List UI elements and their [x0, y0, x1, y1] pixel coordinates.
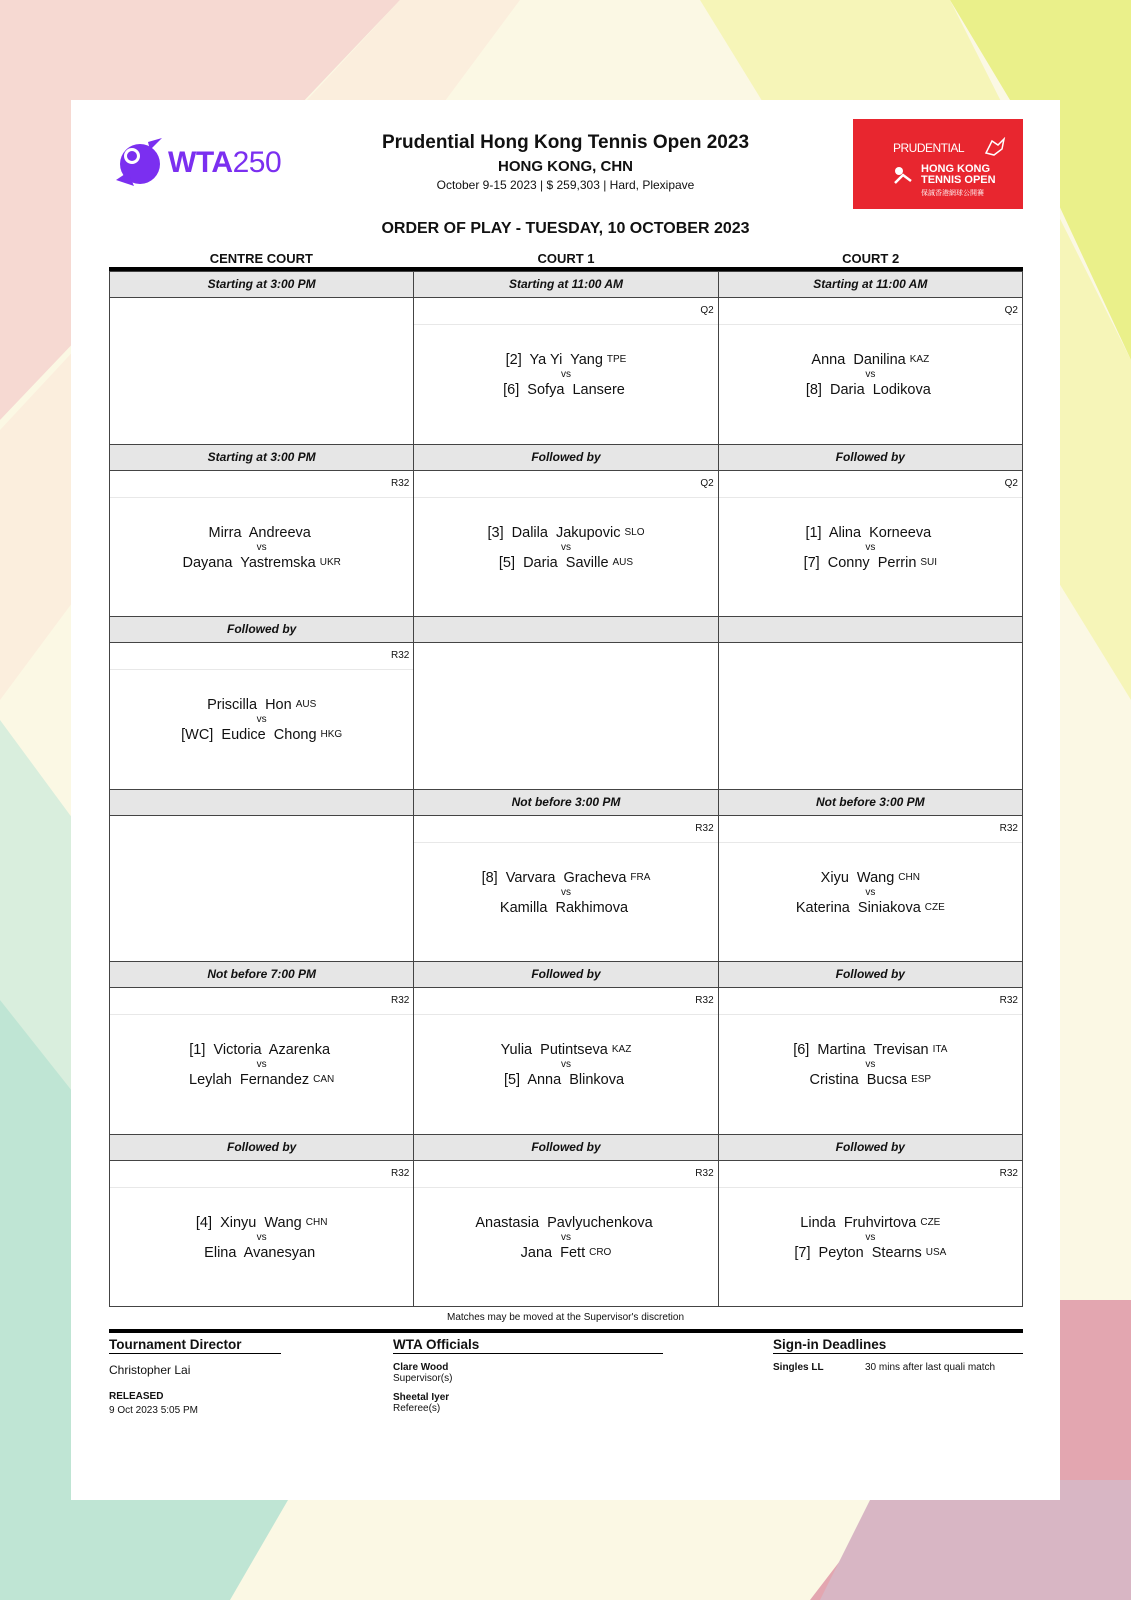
wta-logo-text: WTA: [168, 146, 233, 179]
match-info: [110, 523, 413, 573]
player-1: [719, 350, 1022, 370]
player-2-country: ESP: [911, 1074, 932, 1085]
player-1: [414, 350, 717, 370]
player-1: [110, 695, 413, 715]
match-info: [110, 695, 413, 745]
match-info: [110, 868, 413, 908]
player-2-name: Leylah Fernandez: [189, 1072, 310, 1088]
deadline-value: 30 mins after last quali match: [865, 1362, 996, 1373]
versus-label: vs: [560, 1231, 571, 1243]
start-time-label: Followed by: [719, 962, 1022, 988]
player-1-name: [1] Victoria Azarenka: [189, 1042, 331, 1058]
cell-divider: [414, 842, 717, 843]
deadlines-heading: Sign-in Deadlines: [773, 1337, 1023, 1354]
director-name: Christopher Lai: [109, 1363, 191, 1377]
round-label: Q2: [700, 305, 714, 316]
match-info: [414, 350, 717, 400]
round-label: R32: [999, 1167, 1018, 1179]
schedule-row: [109, 445, 1023, 618]
player-2: [414, 1243, 717, 1263]
player-2-name: [WC] Eudice Chong: [181, 727, 317, 743]
prudential-logo-event-line2: TENNIS OPEN: [921, 174, 996, 186]
round-label: R32: [695, 995, 714, 1006]
player-1: [110, 868, 413, 888]
match-cell-court2: [718, 961, 1023, 1135]
player-1: [110, 1040, 413, 1060]
tennis-player-icon: [891, 163, 915, 187]
player-1: [719, 695, 1022, 715]
match-info: [414, 1040, 717, 1090]
start-time-label: Followed by: [110, 617, 413, 643]
player-1-name: [3] Dalila Jakupovic: [487, 524, 621, 541]
match-info: [110, 1040, 413, 1090]
player-1-name: [4] Xinyu Wang: [195, 1214, 302, 1231]
start-time-label: Followed by: [110, 1135, 413, 1161]
player-1-name: Xiyu Wang: [820, 869, 895, 886]
start-time-label: Followed by: [414, 445, 717, 471]
versus-label: vs: [256, 1059, 267, 1070]
player-2: [719, 1243, 1022, 1263]
player-2: [110, 370, 413, 390]
cell-divider: [414, 324, 717, 325]
director-heading: Tournament Director: [109, 1337, 281, 1354]
player-2: [110, 725, 413, 745]
player-1-name: Yulia Putintseva: [500, 1042, 608, 1058]
match-cell-court2: [718, 271, 1023, 445]
deadline-label: Singles LL: [773, 1362, 824, 1373]
player-2: [110, 888, 413, 908]
prudential-logo: [853, 119, 1023, 209]
player-1-name: [1] Alina Korneeva: [805, 524, 932, 541]
player-2-name: [5] Daria Saville: [498, 554, 609, 571]
official-1-role: Supervisor(s): [393, 1373, 453, 1384]
start-time-label: Starting at 3:00 PM: [110, 445, 413, 471]
versus-label: vs: [865, 369, 876, 380]
player-2-country: USA: [925, 1246, 947, 1258]
official-2-role: Referee(s): [393, 1403, 441, 1414]
cell-divider: [719, 497, 1022, 498]
schedule-row: [109, 272, 1023, 445]
player-1-name: Anna Danilina: [811, 352, 906, 368]
versus-label: vs: [256, 541, 267, 553]
match-cell-centre: [109, 444, 414, 618]
player-2: [719, 898, 1022, 918]
schedule-row: [109, 617, 1023, 790]
cell-divider: [414, 1014, 717, 1015]
round-label: R32: [390, 477, 410, 489]
prudential-logo-event-line1: HONG KONG: [921, 163, 991, 175]
player-1-country: ITA: [932, 1044, 948, 1055]
cell-divider: [719, 324, 1022, 325]
officials-section: [393, 1337, 663, 1414]
versus-label: vs: [560, 886, 571, 898]
start-time-label: Followed by: [414, 962, 717, 988]
match-cell-court2: [718, 789, 1023, 963]
match-info: [719, 523, 1022, 573]
cell-divider: [110, 1187, 413, 1188]
start-time-label: Followed by: [719, 445, 1022, 471]
player-2-country: SUI: [920, 556, 938, 568]
player-1-name: Mirra Andreeva: [208, 524, 311, 541]
player-2: [719, 1070, 1022, 1090]
round-label: Q2: [1004, 477, 1018, 489]
player-2-country: CZE: [924, 901, 945, 913]
player-1: [414, 868, 717, 888]
start-time-label: Starting at 3:00 PM: [110, 272, 413, 298]
player-1-country: SLO: [624, 526, 645, 538]
order-of-play-title: ORDER OF PLAY - TUESDAY, 10 OCTOBER 2023: [381, 220, 750, 237]
player-1-country: CZE: [920, 1216, 941, 1228]
player-1: [414, 1040, 717, 1060]
match-cell-centre: [109, 789, 414, 963]
versus-label: vs: [560, 541, 571, 553]
match-info: [719, 1040, 1022, 1090]
versus-label: vs: [865, 886, 876, 898]
prudential-logo-event: [921, 164, 996, 186]
player-1-name: Priscilla Hon: [207, 697, 292, 713]
director-section: [109, 1337, 281, 1416]
round-label: R32: [695, 822, 714, 834]
match-info: [110, 1213, 413, 1263]
player-2-name: Jana Fett: [520, 1244, 586, 1261]
match-cell-court1: [413, 1134, 718, 1308]
deadlines-section: [773, 1337, 1023, 1373]
prudential-logo-brand: PRUDENTIAL: [893, 141, 965, 155]
player-2: [414, 715, 717, 735]
match-cell-court1: [413, 789, 718, 963]
footer-rule: [109, 1329, 1023, 1333]
player-1-name: [2] Ya Yi Yang: [505, 352, 603, 368]
player-2: [719, 380, 1022, 400]
match-cell-court1: [413, 961, 718, 1135]
player-2-name: [6] Sofya Lansere: [503, 382, 625, 398]
released-value: 9 Oct 2023 5:05 PM: [109, 1405, 198, 1416]
versus-label: vs: [865, 541, 876, 553]
player-2: [110, 1243, 413, 1263]
player-1: [719, 868, 1022, 888]
player-2-country: UKR: [319, 556, 341, 568]
start-time-label: Followed by: [414, 1135, 717, 1161]
match-info: [414, 1213, 717, 1263]
match-info: [719, 695, 1022, 735]
player-2: [414, 1070, 717, 1090]
tournament-details: October 9-15 2023 | $ 259,303 | Hard, Plexipave: [436, 178, 695, 192]
player-2-name: Cristina Bucsa: [809, 1072, 908, 1088]
player-2-name: [5] Anna Blinkova: [503, 1072, 625, 1088]
cell-divider: [414, 497, 717, 498]
player-2-country: CRO: [589, 1246, 612, 1258]
schedule-row: [109, 962, 1023, 1135]
versus-label: vs: [865, 1231, 876, 1243]
round-label: R32: [390, 650, 410, 661]
match-cell-court1: [413, 444, 718, 618]
match-info: [719, 868, 1022, 918]
court-header-centre: CENTRE COURT: [209, 251, 313, 266]
player-1: [719, 1213, 1022, 1233]
player-1: [414, 523, 717, 543]
match-cell-court2: [718, 1134, 1023, 1308]
start-time-label: [110, 790, 413, 816]
match-cell-court1: [413, 271, 718, 445]
schedule-grid: [109, 272, 1023, 1307]
player-1-country: KAZ: [611, 1044, 632, 1055]
match-cell-centre: [109, 961, 414, 1135]
player-2: [414, 898, 717, 918]
player-1-name: [8] Varvara Gracheva: [481, 869, 627, 886]
match-cell-court2: [718, 444, 1023, 618]
player-2: [110, 553, 413, 573]
schedule-row: [109, 790, 1023, 963]
cell-divider: [719, 842, 1022, 843]
start-time-label: Starting at 11:00 AM: [414, 272, 717, 298]
player-2-country: AUS: [612, 556, 634, 568]
round-label: Q2: [700, 477, 714, 489]
official-2-name: Sheetal Iyer: [393, 1392, 450, 1403]
player-2-name: Katerina Siniakova: [795, 899, 921, 916]
start-time-label: [414, 617, 717, 643]
tournament-title: Prudential Hong Kong Tennis Open 2023: [381, 132, 750, 153]
match-cell-centre: [109, 271, 414, 445]
player-1-country: FRA: [630, 871, 651, 883]
player-1: [414, 695, 717, 715]
released-label: RELEASED: [109, 1391, 164, 1402]
player-2: [719, 715, 1022, 735]
round-label: R32: [390, 1167, 410, 1179]
player-2: [414, 553, 717, 573]
match-info: [110, 350, 413, 390]
player-2-name: [8] Daria Lodikova: [805, 382, 931, 398]
player-2-country: HKG: [320, 729, 343, 740]
start-time-label: Not before 3:00 PM: [414, 790, 717, 816]
versus-label: vs: [560, 1059, 571, 1070]
start-time-label: Not before 3:00 PM: [719, 790, 1022, 816]
cell-divider: [110, 497, 413, 498]
official-1-name: Clare Wood: [393, 1362, 449, 1373]
disclaimer: Matches may be moved at the Supervisor's discretion: [446, 1312, 685, 1323]
versus-label: vs: [256, 714, 267, 725]
round-label: R32: [695, 1167, 714, 1179]
round-label: R32: [999, 822, 1018, 834]
player-1-country: AUS: [295, 699, 317, 710]
player-1: [110, 1213, 413, 1233]
player-2-name: [7] Peyton Stearns: [794, 1244, 922, 1261]
player-1: [110, 523, 413, 543]
officials-heading: WTA Officials: [393, 1337, 663, 1354]
player-2-name: Dayana Yastremska: [182, 554, 316, 571]
round-label: R32: [390, 995, 410, 1006]
cell-divider: [719, 1014, 1022, 1015]
player-1: [414, 1213, 717, 1233]
player-1-name: [6] Martina Trevisan: [793, 1042, 929, 1058]
match-info: [719, 1213, 1022, 1263]
player-1: [719, 523, 1022, 543]
cell-divider: [414, 1187, 717, 1188]
match-info: [414, 695, 717, 735]
player-1-name: Anastasia Pavlyuchenkova: [475, 1214, 653, 1231]
round-label: R32: [999, 995, 1018, 1006]
player-2: [414, 380, 717, 400]
start-time-label: Not before 7:00 PM: [110, 962, 413, 988]
player-1-country: CHN: [305, 1216, 328, 1228]
tournament-location: HONG KONG, CHN: [498, 158, 633, 175]
start-time-label: [719, 617, 1022, 643]
start-time-label: Starting at 11:00 AM: [719, 272, 1022, 298]
player-1: [719, 1040, 1022, 1060]
schedule-row: [109, 1135, 1023, 1308]
cell-divider: [110, 669, 413, 670]
player-2-country: CAN: [313, 1074, 335, 1085]
cell-divider: [719, 1187, 1022, 1188]
match-info: [719, 350, 1022, 400]
match-info: [414, 523, 717, 573]
wta-logo-number: 250: [232, 146, 282, 179]
versus-label: vs: [560, 369, 571, 380]
player-2: [110, 1070, 413, 1090]
match-cell-centre: [109, 1134, 414, 1308]
round-label: Q2: [1004, 305, 1018, 316]
player-1: [110, 350, 413, 370]
player-1-country: TPE: [606, 354, 627, 365]
court-header-2: COURT 2: [842, 251, 900, 266]
cell-divider: [110, 1014, 413, 1015]
match-cell-court2: [718, 616, 1023, 790]
start-time-label: Followed by: [719, 1135, 1022, 1161]
versus-label: vs: [256, 1231, 267, 1243]
player-2-name: [7] Conny Perrin: [803, 554, 917, 571]
match-info: [414, 868, 717, 918]
match-cell-court1: [413, 616, 718, 790]
player-1-country: KAZ: [909, 354, 930, 365]
player-2-name: Kamilla Rakhimova: [499, 899, 629, 916]
match-cell-centre: [109, 616, 414, 790]
player-2-name: Elina Avanesyan: [204, 1244, 316, 1261]
prudential-lion-icon: [984, 137, 1006, 157]
player-2: [719, 553, 1022, 573]
player-1-name: Linda Fruhvirtova: [800, 1214, 917, 1231]
prudential-logo-chinese: 保誠香港網球公開賽: [921, 190, 984, 197]
player-1-country: CHN: [898, 871, 920, 883]
versus-label: vs: [865, 1059, 876, 1070]
court-header-1: COURT 1: [537, 251, 595, 266]
court-headers: [109, 251, 1023, 266]
